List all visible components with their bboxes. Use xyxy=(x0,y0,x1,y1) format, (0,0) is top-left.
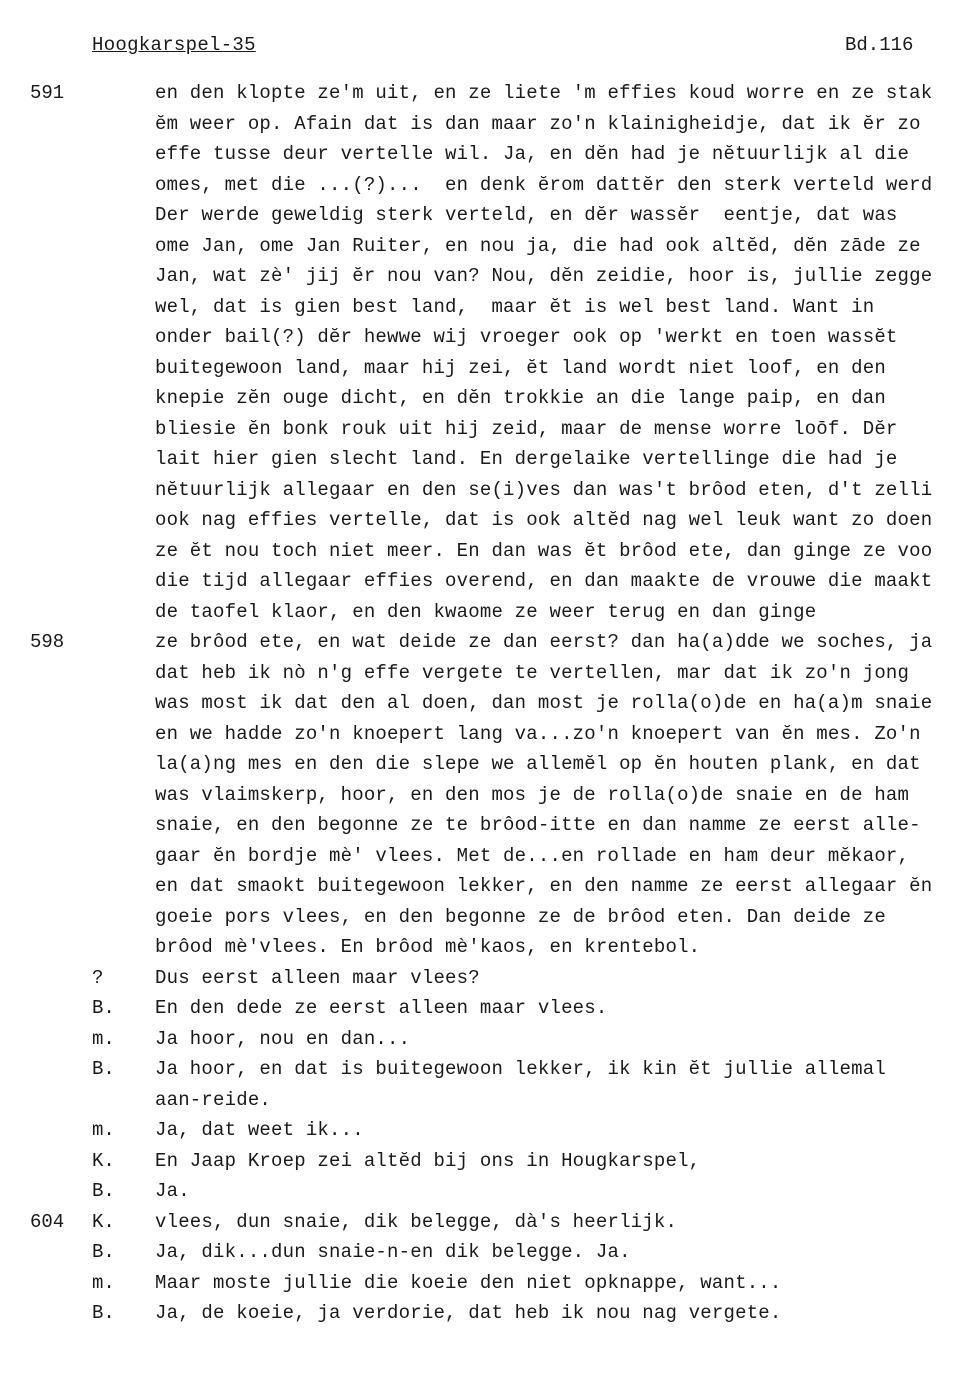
speaker-label: K. xyxy=(92,1210,115,1233)
transcript-line xyxy=(0,1119,979,1150)
line-number: 598 xyxy=(30,631,65,653)
transcript-line xyxy=(0,1058,979,1089)
speaker-label: m. xyxy=(92,1119,115,1141)
transcript-line xyxy=(0,82,979,113)
transcript-line xyxy=(0,204,979,235)
transcript-line xyxy=(0,723,979,754)
transcript-line xyxy=(0,631,979,662)
transcript-line xyxy=(0,997,979,1028)
line-text: En den dede ze eerst alleen maar vlees. xyxy=(155,997,608,1019)
line-text: en den klopte ze'm uit, en ze liete 'm effies koud worre en ze stak xyxy=(155,82,933,104)
line-text: Maar moste jullie die koeie den niet opknappe, want... xyxy=(155,1271,782,1294)
transcript-line xyxy=(0,906,979,937)
transcript-line xyxy=(0,326,979,357)
transcript-line xyxy=(0,357,979,388)
transcript-line xyxy=(0,845,979,876)
transcript-line xyxy=(0,479,979,510)
speaker-label: B. xyxy=(92,1180,115,1202)
line-text: Der werde geweldig sterk verteld, en dĕr wassĕr eentje, dat was xyxy=(155,204,898,226)
speaker-label: m. xyxy=(92,1271,115,1294)
line-text: en we hadde zo'n knoepert lang va...zo'n knoepert van ĕn mes. Zo'n xyxy=(155,722,921,745)
line-text: la(a)ng mes en den die slepe we allemĕl op ĕn houten plank, en dat xyxy=(155,753,921,775)
line-text: effe tusse deur vertelle wil. Ja, en dĕn had je nĕtuurlijk al die xyxy=(155,143,910,165)
transcript-line xyxy=(0,296,979,327)
transcript-line xyxy=(0,265,979,296)
line-text: ze brôod ete, en wat deide ze dan eerst? dan ha(a)dde we soches, ja xyxy=(155,631,933,653)
line-text: Ja. xyxy=(155,1180,190,1202)
line-text: ook nag effies vertelle, dat is ook altĕd nag wel leuk want zo doen xyxy=(155,509,933,531)
transcript-line xyxy=(0,174,979,205)
band-number: Bd.116 xyxy=(845,34,914,56)
line-number: 591 xyxy=(30,82,65,104)
transcript-line xyxy=(0,1150,979,1181)
transcript-body xyxy=(0,82,979,1333)
transcript-line xyxy=(0,143,979,174)
transcript-line xyxy=(0,448,979,479)
transcript-line xyxy=(0,784,979,815)
transcript-line xyxy=(0,1180,979,1211)
line-text: lait hier gien slecht land. En dergelaike vertellinge die had je xyxy=(155,448,898,470)
transcript-line xyxy=(0,1028,979,1059)
speaker-label: B. xyxy=(92,1241,115,1263)
speaker-label: B. xyxy=(92,997,115,1019)
line-text: Jan, wat zè' jij ĕr nou van? Nou, dĕn zeidie, hoor is, jullie zegge xyxy=(155,265,933,287)
line-text: gaar ĕn bordje mè' vlees. Met de...en rollade en ham deur mĕkaor, xyxy=(155,844,910,867)
transcript-line xyxy=(0,540,979,571)
speaker-label: m. xyxy=(92,1027,115,1050)
line-number: 604 xyxy=(30,1210,65,1233)
speaker-label: K. xyxy=(92,1149,115,1172)
transcript-line xyxy=(0,387,979,418)
line-text: knepie zĕn ouge dicht, en dĕn trokkie an die lange paip, en dan xyxy=(155,387,886,409)
line-text: wel, dat is gien best land, maar ĕt is wel best land. Want in xyxy=(155,295,875,318)
transcript-line xyxy=(0,1241,979,1272)
transcript-line xyxy=(0,1302,979,1333)
line-text: ze ĕt nou toch niet meer. En dan was ĕt brôod ete, dan ginge ze voo xyxy=(155,539,933,562)
line-text: was vlaimskerp, hoor, en den mos je de rolla(o)de snaie en de ham xyxy=(155,783,910,806)
line-text: Ja hoor, nou en dan... xyxy=(155,1027,411,1050)
transcript-line xyxy=(0,875,979,906)
line-text: Ja, de koeie, ja verdorie, dat heb ik nou nag vergete. xyxy=(155,1302,782,1324)
line-text: Ja, dat weet ik... xyxy=(155,1119,364,1141)
transcript-line xyxy=(0,1272,979,1303)
transcript-line xyxy=(0,1211,979,1242)
transcript-line xyxy=(0,113,979,144)
line-text: Ja hoor, en dat is buitegewoon lekker, ik kin ĕt jullie allemal xyxy=(155,1058,886,1080)
line-text: snaie, en den begonne ze te brôod-itte en dan namme ze eerst alle- xyxy=(155,814,921,836)
transcript-line xyxy=(0,601,979,632)
line-text: bliesie ĕn bonk rouk uit hij zeid, maar de mense worre loōf. Dĕr xyxy=(155,417,898,440)
line-text: En Jaap Kroep zei altĕd bij ons in Hougkarspel, xyxy=(155,1149,701,1172)
transcript-line xyxy=(0,1089,979,1120)
speaker-label: B. xyxy=(92,1058,115,1080)
line-text: omes, met die ...(?)... en denk ĕrom dattĕr den sterk verteld werd xyxy=(155,173,933,196)
transcript-line xyxy=(0,814,979,845)
line-text: goeie pors vlees, en den begonne ze de brôod eten. Dan deide ze xyxy=(155,905,886,928)
line-text: Dus eerst alleen maar vlees? xyxy=(155,966,480,989)
transcript-line xyxy=(0,509,979,540)
line-text: vlees, dun snaie, dik belegge, dà's heerlijk. xyxy=(155,1210,678,1233)
page-title: Hoogkarspel-35 xyxy=(92,34,256,56)
line-text: nĕtuurlijk allegaar en den se(i)ves dan was't brôod eten, d't zelli xyxy=(155,478,933,501)
transcript-line xyxy=(0,692,979,723)
transcript-line xyxy=(0,570,979,601)
transcript-line xyxy=(0,235,979,266)
line-text: de taofel klaor, en den kwaome ze weer terug en dan ginge xyxy=(155,600,817,623)
line-text: was most ik dat den al doen, dan most je rolla(o)de en ha(a)m snaie xyxy=(155,692,933,714)
line-text: aan-reide. xyxy=(155,1088,272,1111)
line-text: en dat smaokt buitegewoon lekker, en den namme ze eerst allegaar ĕn xyxy=(155,875,933,897)
line-text: die tijd allegaar effies overend, en dan maakte de vrouwe die maakt xyxy=(155,570,933,592)
line-text: ĕm weer op. Afain dat is dan maar zo'n klainigheidje, dat ik ĕr zo xyxy=(155,112,921,135)
line-text: ome Jan, ome Jan Ruiter, en nou ja, die had ook altĕd, dĕn zāde ze xyxy=(155,234,921,257)
line-text: onder bail(?) dĕr hewwe wij vroeger ook op 'werkt en toen wassĕt xyxy=(155,326,898,348)
transcript-line xyxy=(0,753,979,784)
line-text: Ja, dik...dun snaie-n-en dik belegge. Ja. xyxy=(155,1241,631,1263)
line-text: brôod mè'vlees. En brôod mè'kaos, en krentebol. xyxy=(155,936,701,958)
speaker-label: ? xyxy=(92,966,104,989)
transcript-line xyxy=(0,418,979,449)
transcript-line xyxy=(0,967,979,998)
line-text: buitegewoon land, maar hij zei, ĕt land wordt niet loof, en den xyxy=(155,356,886,379)
transcript-line xyxy=(0,662,979,693)
speaker-label: B. xyxy=(92,1302,115,1324)
transcript-line xyxy=(0,936,979,967)
line-text: dat heb ik nò n'g effe vergete te vertellen, mar dat ik zo'n jong xyxy=(155,661,910,684)
